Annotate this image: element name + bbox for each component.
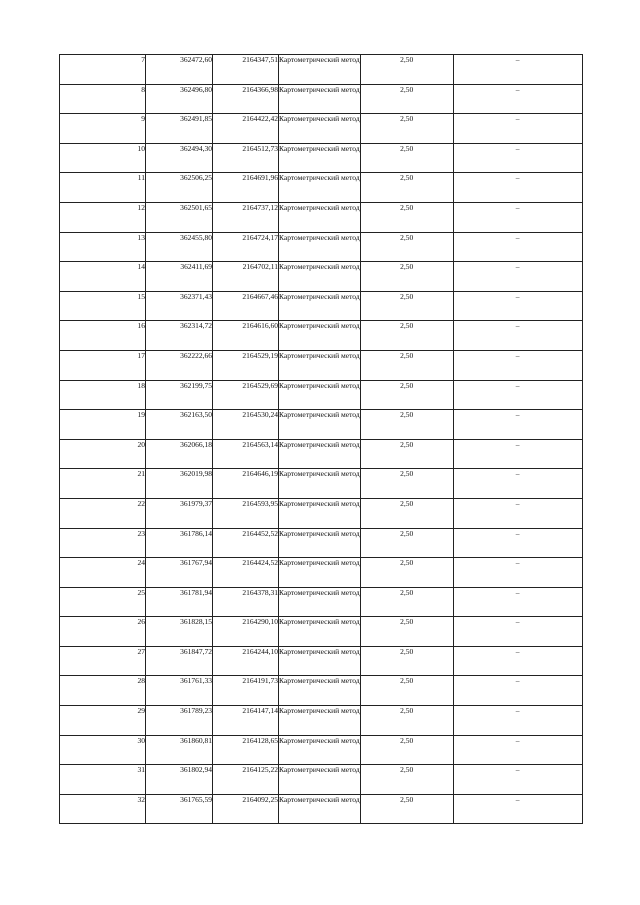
- description-cell: –: [453, 114, 582, 144]
- y-coordinate-cell: 2164452,52: [213, 528, 279, 558]
- y-coordinate-cell: 2164529,69: [213, 380, 279, 410]
- method-cell: Картометрический метод: [279, 646, 361, 676]
- table-row: [60, 84, 583, 114]
- accuracy-cell: 2,50: [360, 84, 453, 114]
- accuracy-cell: 2,50: [360, 587, 453, 617]
- accuracy-cell: 2,50: [360, 528, 453, 558]
- x-coordinate-cell: 362066,18: [146, 439, 213, 469]
- x-coordinate-cell: 362411,69: [146, 262, 213, 292]
- description-cell: –: [453, 262, 582, 292]
- table-row: [60, 765, 583, 795]
- method-cell: Картометрический метод: [279, 321, 361, 351]
- table-row: [60, 262, 583, 292]
- description-cell: –: [453, 202, 582, 232]
- accuracy-cell: 2,50: [360, 410, 453, 440]
- accuracy-cell: 2,50: [360, 173, 453, 203]
- table-row: [60, 439, 583, 469]
- method-cell: Картометрический метод: [279, 55, 361, 85]
- description-cell: –: [453, 291, 582, 321]
- table-row: [60, 143, 583, 173]
- table-row: [60, 202, 583, 232]
- x-coordinate-cell: 362506,25: [146, 173, 213, 203]
- method-cell: Картометрический метод: [279, 350, 361, 380]
- accuracy-cell: 2,50: [360, 498, 453, 528]
- table-row: [60, 410, 583, 440]
- y-coordinate-cell: 2164366,98: [213, 84, 279, 114]
- point-number-cell: 30: [60, 735, 146, 765]
- table-row: [60, 321, 583, 351]
- y-coordinate-cell: 2164593,95: [213, 498, 279, 528]
- y-coordinate-cell: 2164378,31: [213, 587, 279, 617]
- x-coordinate-cell: 362491,85: [146, 114, 213, 144]
- method-cell: Картометрический метод: [279, 587, 361, 617]
- accuracy-cell: 2,50: [360, 143, 453, 173]
- y-coordinate-cell: 2164563,14: [213, 439, 279, 469]
- point-number-cell: 29: [60, 706, 146, 736]
- x-coordinate-cell: 361860,81: [146, 735, 213, 765]
- method-cell: Картометрический метод: [279, 558, 361, 588]
- method-cell: Картометрический метод: [279, 84, 361, 114]
- description-cell: –: [453, 706, 582, 736]
- coordinates-table: [59, 54, 583, 824]
- description-cell: –: [453, 55, 582, 85]
- table-row: [60, 114, 583, 144]
- description-cell: –: [453, 232, 582, 262]
- x-coordinate-cell: 362371,43: [146, 291, 213, 321]
- accuracy-cell: 2,50: [360, 321, 453, 351]
- accuracy-cell: 2,50: [360, 735, 453, 765]
- point-number-cell: 12: [60, 202, 146, 232]
- accuracy-cell: 2,50: [360, 202, 453, 232]
- y-coordinate-cell: 2164290,10: [213, 617, 279, 647]
- x-coordinate-cell: 362494,30: [146, 143, 213, 173]
- y-coordinate-cell: 2164530,24: [213, 410, 279, 440]
- x-coordinate-cell: 362163,50: [146, 410, 213, 440]
- point-number-cell: 23: [60, 528, 146, 558]
- point-number-cell: 21: [60, 469, 146, 499]
- accuracy-cell: 2,50: [360, 706, 453, 736]
- x-coordinate-cell: 361786,14: [146, 528, 213, 558]
- table-row: [60, 735, 583, 765]
- method-cell: Картометрический метод: [279, 262, 361, 292]
- accuracy-cell: 2,50: [360, 676, 453, 706]
- table-row: [60, 587, 583, 617]
- table-row: [60, 350, 583, 380]
- point-number-cell: 24: [60, 558, 146, 588]
- x-coordinate-cell: 362455,80: [146, 232, 213, 262]
- accuracy-cell: 2,50: [360, 794, 453, 824]
- description-cell: –: [453, 143, 582, 173]
- y-coordinate-cell: 2164667,46: [213, 291, 279, 321]
- description-cell: –: [453, 587, 582, 617]
- description-cell: –: [453, 84, 582, 114]
- point-number-cell: 17: [60, 350, 146, 380]
- method-cell: Картометрический метод: [279, 794, 361, 824]
- point-number-cell: 14: [60, 262, 146, 292]
- method-cell: Картометрический метод: [279, 173, 361, 203]
- method-cell: Картометрический метод: [279, 676, 361, 706]
- x-coordinate-cell: 361789,23: [146, 706, 213, 736]
- description-cell: –: [453, 380, 582, 410]
- accuracy-cell: 2,50: [360, 232, 453, 262]
- y-coordinate-cell: 2164616,60: [213, 321, 279, 351]
- coordinates-table-body: [60, 55, 583, 824]
- accuracy-cell: 2,50: [360, 291, 453, 321]
- y-coordinate-cell: 2164512,73: [213, 143, 279, 173]
- point-number-cell: 31: [60, 765, 146, 795]
- table-row: [60, 558, 583, 588]
- description-cell: –: [453, 794, 582, 824]
- accuracy-cell: 2,50: [360, 350, 453, 380]
- point-number-cell: 27: [60, 646, 146, 676]
- description-cell: –: [453, 321, 582, 351]
- y-coordinate-cell: 2164737,12: [213, 202, 279, 232]
- x-coordinate-cell: 361781,94: [146, 587, 213, 617]
- table-row: [60, 706, 583, 736]
- x-coordinate-cell: 362472,60: [146, 55, 213, 85]
- x-coordinate-cell: 362314,72: [146, 321, 213, 351]
- x-coordinate-cell: 362496,80: [146, 84, 213, 114]
- table-row: [60, 469, 583, 499]
- accuracy-cell: 2,50: [360, 558, 453, 588]
- method-cell: Картометрический метод: [279, 617, 361, 647]
- y-coordinate-cell: 2164702,11: [213, 262, 279, 292]
- description-cell: –: [453, 528, 582, 558]
- method-cell: Картометрический метод: [279, 202, 361, 232]
- method-cell: Картометрический метод: [279, 232, 361, 262]
- point-number-cell: 7: [60, 55, 146, 85]
- method-cell: Картометрический метод: [279, 143, 361, 173]
- x-coordinate-cell: 362222,66: [146, 350, 213, 380]
- y-coordinate-cell: 2164646,19: [213, 469, 279, 499]
- point-number-cell: 19: [60, 410, 146, 440]
- accuracy-cell: 2,50: [360, 646, 453, 676]
- table-row: [60, 173, 583, 203]
- table-row: [60, 794, 583, 824]
- method-cell: Картометрический метод: [279, 439, 361, 469]
- point-number-cell: 11: [60, 173, 146, 203]
- method-cell: Картометрический метод: [279, 498, 361, 528]
- table-row: [60, 291, 583, 321]
- point-number-cell: 9: [60, 114, 146, 144]
- table-row: [60, 528, 583, 558]
- point-number-cell: 13: [60, 232, 146, 262]
- description-cell: –: [453, 558, 582, 588]
- table-row: [60, 617, 583, 647]
- x-coordinate-cell: 361979,37: [146, 498, 213, 528]
- table-row: [60, 676, 583, 706]
- point-number-cell: 16: [60, 321, 146, 351]
- y-coordinate-cell: 2164529,19: [213, 350, 279, 380]
- x-coordinate-cell: 361802,94: [146, 765, 213, 795]
- accuracy-cell: 2,50: [360, 469, 453, 499]
- description-cell: –: [453, 350, 582, 380]
- y-coordinate-cell: 2164724,17: [213, 232, 279, 262]
- description-cell: –: [453, 498, 582, 528]
- method-cell: Картометрический метод: [279, 114, 361, 144]
- y-coordinate-cell: 2164347,51: [213, 55, 279, 85]
- table-row: [60, 646, 583, 676]
- x-coordinate-cell: 361761,33: [146, 676, 213, 706]
- y-coordinate-cell: 2164422,42: [213, 114, 279, 144]
- y-coordinate-cell: 2164691,96: [213, 173, 279, 203]
- accuracy-cell: 2,50: [360, 55, 453, 85]
- point-number-cell: 26: [60, 617, 146, 647]
- table-row: [60, 55, 583, 85]
- point-number-cell: 32: [60, 794, 146, 824]
- table-row: [60, 380, 583, 410]
- table-row: [60, 498, 583, 528]
- method-cell: Картометрический метод: [279, 410, 361, 440]
- y-coordinate-cell: 2164128,65: [213, 735, 279, 765]
- description-cell: –: [453, 765, 582, 795]
- method-cell: Картометрический метод: [279, 528, 361, 558]
- method-cell: Картометрический метод: [279, 380, 361, 410]
- x-coordinate-cell: 362501,65: [146, 202, 213, 232]
- description-cell: –: [453, 735, 582, 765]
- x-coordinate-cell: 362019,98: [146, 469, 213, 499]
- y-coordinate-cell: 2164147,14: [213, 706, 279, 736]
- description-cell: –: [453, 676, 582, 706]
- point-number-cell: 15: [60, 291, 146, 321]
- y-coordinate-cell: 2164125,22: [213, 765, 279, 795]
- y-coordinate-cell: 2164191,73: [213, 676, 279, 706]
- point-number-cell: 8: [60, 84, 146, 114]
- x-coordinate-cell: 361767,94: [146, 558, 213, 588]
- accuracy-cell: 2,50: [360, 765, 453, 795]
- x-coordinate-cell: 362199,75: [146, 380, 213, 410]
- table-row: [60, 232, 583, 262]
- accuracy-cell: 2,50: [360, 380, 453, 410]
- point-number-cell: 20: [60, 439, 146, 469]
- point-number-cell: 10: [60, 143, 146, 173]
- point-number-cell: 28: [60, 676, 146, 706]
- accuracy-cell: 2,50: [360, 262, 453, 292]
- method-cell: Картометрический метод: [279, 706, 361, 736]
- method-cell: Картометрический метод: [279, 735, 361, 765]
- x-coordinate-cell: 361847,72: [146, 646, 213, 676]
- description-cell: –: [453, 469, 582, 499]
- x-coordinate-cell: 361828,15: [146, 617, 213, 647]
- x-coordinate-cell: 361765,59: [146, 794, 213, 824]
- description-cell: –: [453, 439, 582, 469]
- method-cell: Картометрический метод: [279, 765, 361, 795]
- y-coordinate-cell: 2164092,25: [213, 794, 279, 824]
- description-cell: –: [453, 173, 582, 203]
- accuracy-cell: 2,50: [360, 439, 453, 469]
- y-coordinate-cell: 2164244,10: [213, 646, 279, 676]
- point-number-cell: 22: [60, 498, 146, 528]
- description-cell: –: [453, 410, 582, 440]
- point-number-cell: 25: [60, 587, 146, 617]
- point-number-cell: 18: [60, 380, 146, 410]
- y-coordinate-cell: 2164424,52: [213, 558, 279, 588]
- method-cell: Картометрический метод: [279, 291, 361, 321]
- accuracy-cell: 2,50: [360, 114, 453, 144]
- accuracy-cell: 2,50: [360, 617, 453, 647]
- description-cell: –: [453, 646, 582, 676]
- method-cell: Картометрический метод: [279, 469, 361, 499]
- description-cell: –: [453, 617, 582, 647]
